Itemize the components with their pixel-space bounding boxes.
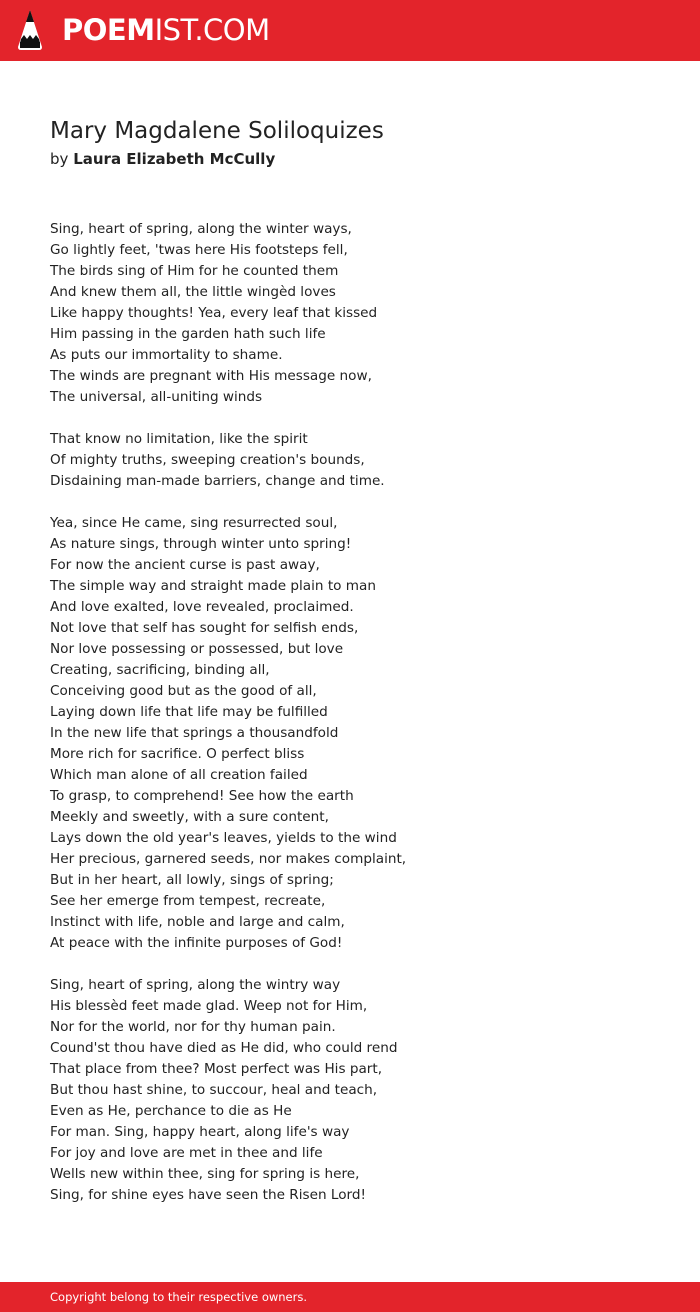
poem-line: Creating, sacrificing, binding all, [50, 662, 270, 678]
poem-line: Like happy thoughts! Yea, every leaf that kissed [50, 305, 378, 321]
poem-line: At peace with the infinite purposes of God! [50, 935, 343, 951]
site-logo[interactable] [62, 10, 270, 50]
poem-title: Mary Magdalene Soliloquizes [50, 118, 384, 144]
poem-line: For now the ancient curse is past away, [50, 557, 320, 573]
poem-line: Him passing in the garden hath such life [50, 326, 326, 342]
poem-line: His blessèd feet made glad. Weep not for Him, [50, 998, 368, 1014]
poem-line: Wells new within thee, sing for spring is here, [50, 1166, 360, 1182]
poem-line: Sing, heart of spring, along the wintry way [50, 977, 341, 993]
poem-line: That place from thee? Most perfect was His part, [50, 1061, 383, 1077]
poem-line: The birds sing of Him for he counted them [50, 263, 339, 279]
poem-line: Even as He, perchance to die as He [50, 1103, 292, 1119]
poem-line: More rich for sacrifice. O perfect bliss [50, 746, 305, 762]
poem-line: Go lightly feet, 'twas here His footsteps fell, [50, 242, 348, 258]
poem-line: And knew them all, the little wingèd loves [50, 284, 336, 300]
poem-line: To grasp, to comprehend! See how the earth [50, 788, 354, 804]
poem-line: Laying down life that life may be fulfilled [50, 704, 328, 720]
poem-line: Of mighty truths, sweeping creation's bounds, [50, 452, 365, 468]
poem-line: The simple way and straight made plain to man [50, 578, 376, 594]
logo-bold-text: POEM [62, 13, 155, 47]
poem-line: Yea, since He came, sing resurrected soul, [50, 515, 338, 531]
author-name: Laura Elizabeth McCully [73, 150, 276, 168]
poem-line: For man. Sing, happy heart, along life's way [50, 1124, 350, 1140]
poem-line: The winds are pregnant with His message now, [50, 368, 372, 384]
poem-line: Nor love possessing or possessed, but love [50, 641, 344, 657]
site-footer [0, 1282, 700, 1312]
poem-line: That know no limitation, like the spirit [50, 431, 308, 447]
byline-prefix: by [50, 150, 69, 168]
pencil-tip-icon[interactable] [17, 9, 43, 51]
poem-line: And love exalted, love revealed, proclaimed. [50, 599, 354, 615]
poem-line: Meekly and sweetly, with a sure content, [50, 809, 329, 825]
poem-line: Not love that self has sought for selfish ends, [50, 620, 359, 636]
poem-line: Instinct with life, noble and large and calm, [50, 914, 345, 930]
logo-light-text: IST.COM [154, 13, 270, 47]
site-header [0, 0, 700, 61]
poem-line: Nor for the world, nor for thy human pain. [50, 1019, 336, 1035]
poem-line: The universal, all-uniting winds [50, 389, 263, 405]
poem-byline [50, 148, 275, 170]
poem-line: Sing, heart of spring, along the winter ways, [50, 221, 352, 237]
poem-line: Disdaining man-made barriers, change and time. [50, 473, 385, 489]
stanza [50, 219, 670, 408]
poem-line: For joy and love are met in thee and life [50, 1145, 323, 1161]
poem-line: Sing, for shine eyes have seen the Risen Lord! [50, 1187, 366, 1203]
stanza [50, 513, 670, 954]
poem-line: Lays down the old year's leaves, yields to the wind [50, 830, 397, 846]
copyright-text: Copyright belong to their respective owners. [50, 1290, 308, 1304]
poem-line: Conceiving good but as the good of all, [50, 683, 317, 699]
stanza [50, 429, 670, 492]
stanza [50, 975, 670, 1206]
poem-line: But in her heart, all lowly, sings of spring; [50, 872, 334, 888]
poem-line: As puts our immortality to shame. [50, 347, 283, 363]
poem-line: Cound'st thou have died as He did, who could rend [50, 1040, 398, 1056]
poem-body [50, 219, 670, 1227]
poem-line: See her emerge from tempest, recreate, [50, 893, 326, 909]
poem-line: Her precious, garnered seeds, nor makes complaint, [50, 851, 407, 867]
poem-line: Which man alone of all creation failed [50, 767, 308, 783]
poem-line: In the new life that springs a thousandfold [50, 725, 339, 741]
poem-line: But thou hast shine, to succour, heal and teach, [50, 1082, 378, 1098]
poem-line: As nature sings, through winter unto spring! [50, 536, 352, 552]
